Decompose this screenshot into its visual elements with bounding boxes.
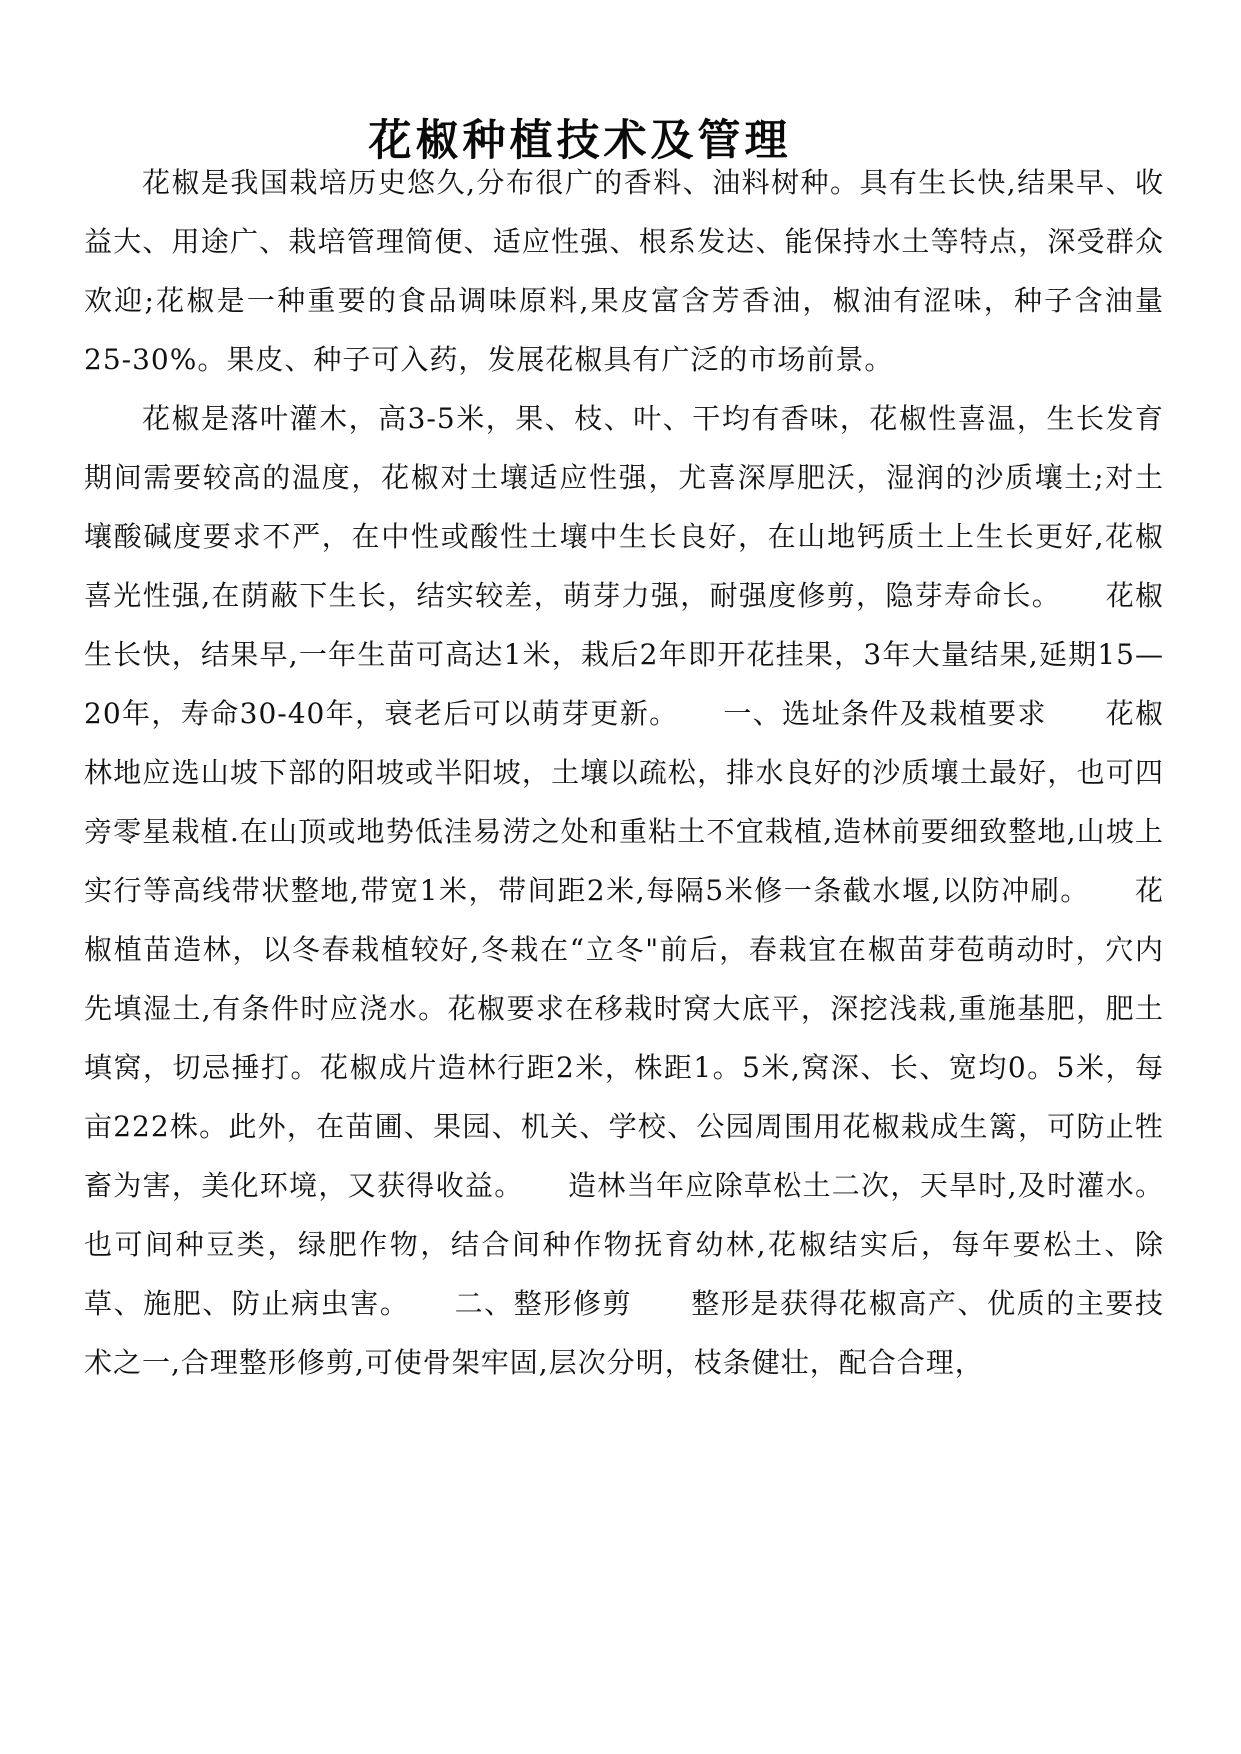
paragraph-cultivation: 花椒是落叶灌木，高3-5米，果、枝、叶、干均有香味，花椒性喜温，生长发育期间需要较高的温度，花椒对土壤适应性强，尤喜深厚肥沃，湿润的沙质壤土;对土壤酸碱度要求不严，在中性或酸性土壤中生长良好，在山地钙质土上生长更好,花椒喜光性强,在荫蔽下生长，结实较差，萌芽力强，耐强度修剪，隐芽寿命长。 花椒生长快，结果早,一年生苗可高达1米，栽后2年即开花挂果，3年大量结果,延期15—20年，寿命30-40年，衰老后可以萌芽更新。 一、选址条件及栽植要求 花椒林地应选山坡下部的阳坡或半阳坡，土壤以疏松，排水良好的沙质壤土最好，也可四旁零星栽植.在山顶或地势低洼易涝之处和重粘土不宜栽植,造林前要细致整地,山坡上实行等高线带状整地,带宽1米，带间距2米,每隔5米修一条截水堰,以防冲刷。 花椒植苗造林，以冬春栽植较好,冬栽在“立冬"前后，春栽宜在椒苗芽苞萌动时，穴内先填湿土,有条件时应浇水。花椒要求在移栽时窝大底平，深挖浅栽,重施基肥，肥土填窝，切忌捶打。花椒成片造林行距2米，株距1。5米,窝深、长、宽均0。5米，每亩222株。此外，在苗圃、果园、机关、学校、公园周围用花椒栽成生篱，可防止牲畜为害，美化环境，又获得收益。 造林当年应除草松土二次，天旱时,及时灌水。也可间种豆类，绿肥作物，结合间种作物抚育幼林,花椒结实后，每年要松土、除草、施肥、防止病虫害。 二、整形修剪 整形是获得花椒高产、优质的主要技术之一,合理整形修剪,可使骨架牢固,层次分明，枝条健壮，配合合理，: [84, 402, 1164, 1379]
document-title: 花椒种植技术及管理: [368, 115, 792, 166]
document-body: [84, 153, 1164, 1392]
paragraph-intro: 花椒是我国栽培历史悠久,分布很广的香料、油料树种。具有生长快,结果早、收益大、用途广、栽培管理简便、适应性强、根系发达、能保持水土等特点，深受群众欢迎;花椒是一种重要的食品调味原料,果皮富含芳香油，椒油有涩味，种子含油量25-30%。果皮、种子可入药，发展花椒具有广泛的市场前景。: [84, 166, 1164, 376]
